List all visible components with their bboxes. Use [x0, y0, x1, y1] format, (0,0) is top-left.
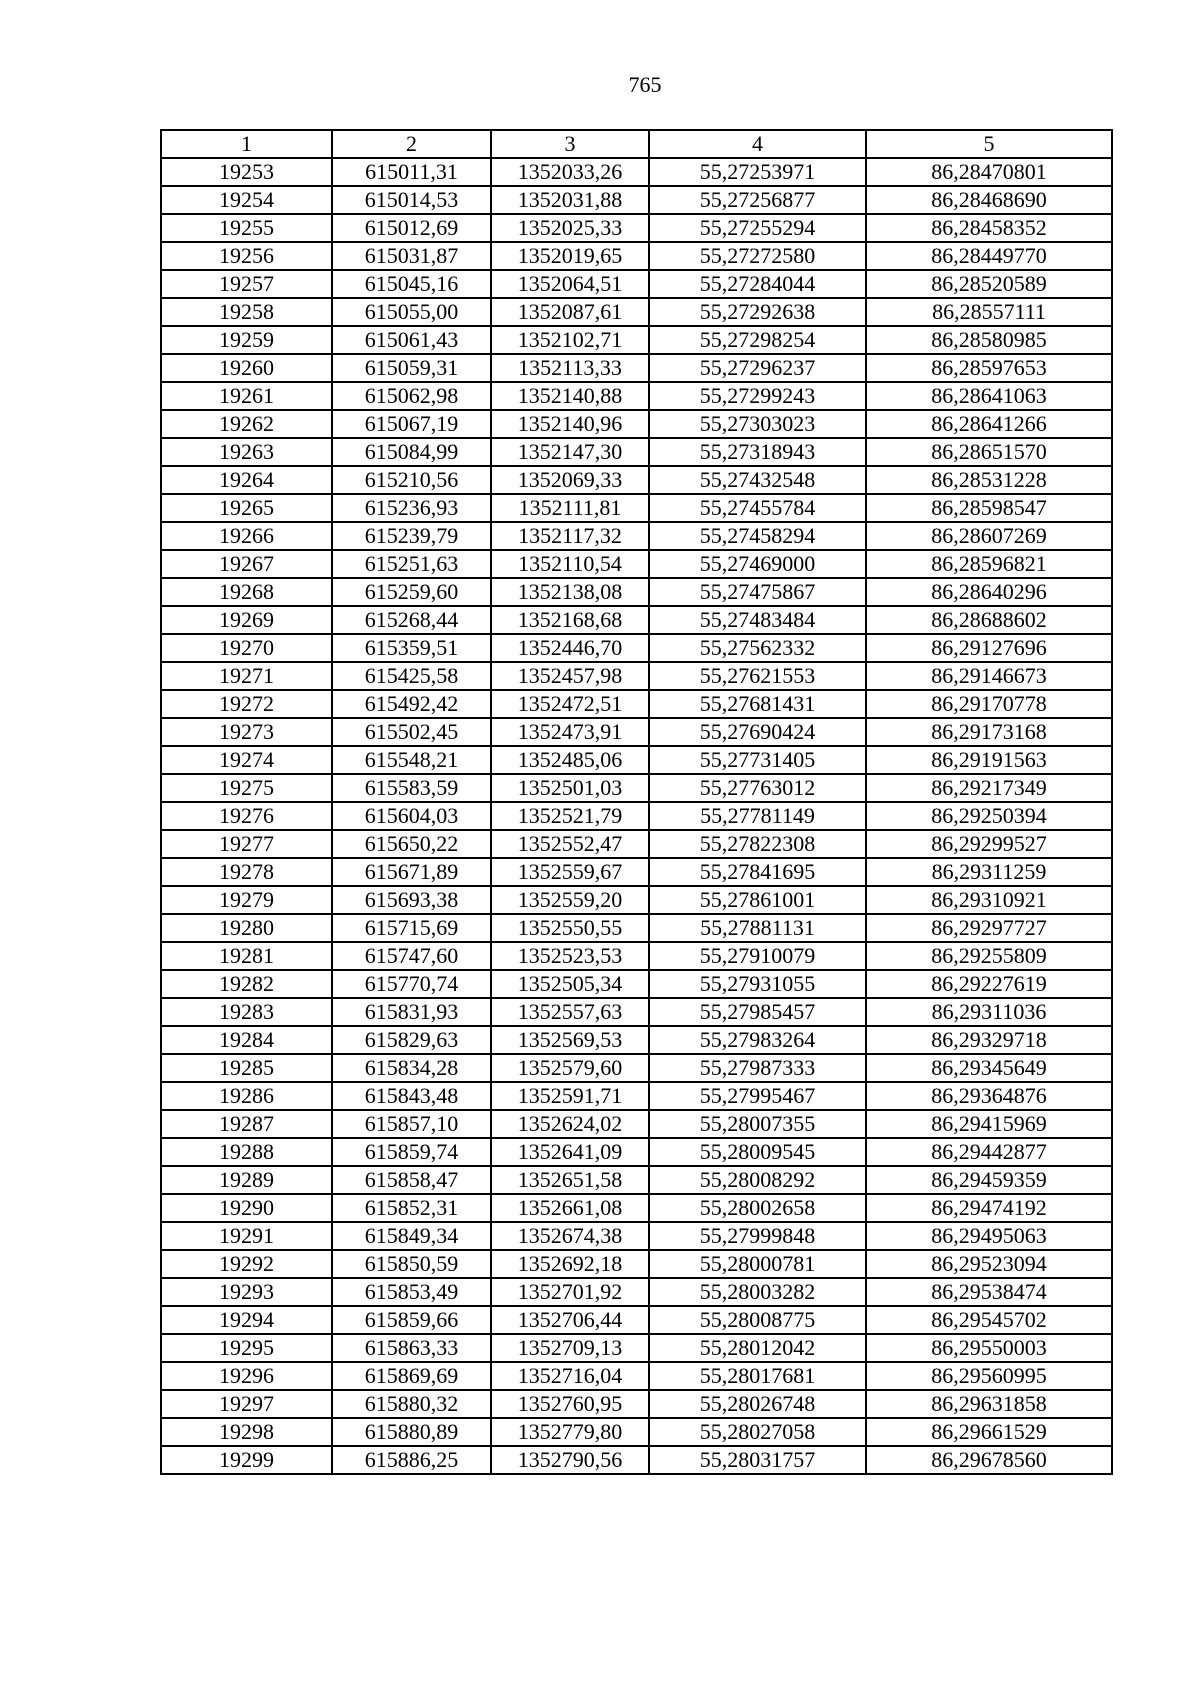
page-number: 765: [628, 72, 662, 97]
point-number-cell: 19254: [161, 186, 332, 214]
y-coordinate-cell: 1352064,51: [491, 270, 649, 298]
x-coordinate-cell: 615671,89: [332, 858, 491, 886]
x-coordinate-cell: 615886,25: [332, 1446, 491, 1474]
longitude-cell: 86,29474192: [866, 1194, 1112, 1222]
table-row: [161, 550, 1112, 578]
column-header: 2: [332, 130, 491, 158]
table-row: [161, 1306, 1112, 1334]
point-number-cell: 19287: [161, 1110, 332, 1138]
latitude-cell: 55,28012042: [649, 1334, 866, 1362]
latitude-cell: 55,27303023: [649, 410, 866, 438]
point-number-cell: 19269: [161, 606, 332, 634]
table-body: [161, 158, 1112, 1474]
table-row: [161, 662, 1112, 690]
longitude-cell: 86,29217349: [866, 774, 1112, 802]
latitude-cell: 55,27296237: [649, 354, 866, 382]
x-coordinate-cell: 615829,63: [332, 1026, 491, 1054]
y-coordinate-cell: 1352117,32: [491, 522, 649, 550]
table-row: [161, 1138, 1112, 1166]
x-coordinate-cell: 615210,56: [332, 466, 491, 494]
latitude-cell: 55,28008292: [649, 1166, 866, 1194]
y-coordinate-cell: 1352550,55: [491, 914, 649, 942]
longitude-cell: 86,28598547: [866, 494, 1112, 522]
longitude-cell: 86,28688602: [866, 606, 1112, 634]
table-row: [161, 270, 1112, 298]
table-row: [161, 942, 1112, 970]
x-coordinate-cell: 615849,34: [332, 1222, 491, 1250]
x-coordinate-cell: 615857,10: [332, 1110, 491, 1138]
point-number-cell: 19295: [161, 1334, 332, 1362]
longitude-cell: 86,29495063: [866, 1222, 1112, 1250]
y-coordinate-cell: 1352591,71: [491, 1082, 649, 1110]
longitude-cell: 86,28449770: [866, 242, 1112, 270]
point-number-cell: 19258: [161, 298, 332, 326]
longitude-cell: 86,29310921: [866, 886, 1112, 914]
y-coordinate-cell: 1352706,44: [491, 1306, 649, 1334]
table-row: [161, 858, 1112, 886]
point-number-cell: 19268: [161, 578, 332, 606]
table-row: [161, 746, 1112, 774]
table-row: [161, 1166, 1112, 1194]
table-row: [161, 1362, 1112, 1390]
x-coordinate-cell: 615014,53: [332, 186, 491, 214]
longitude-cell: 86,29311259: [866, 858, 1112, 886]
table-row: [161, 830, 1112, 858]
x-coordinate-cell: 615011,31: [332, 158, 491, 186]
longitude-cell: 86,29538474: [866, 1278, 1112, 1306]
header-row: [161, 130, 1112, 158]
y-coordinate-cell: 1352501,03: [491, 774, 649, 802]
y-coordinate-cell: 1352111,81: [491, 494, 649, 522]
column-header: 5: [866, 130, 1112, 158]
point-number-cell: 19272: [161, 690, 332, 718]
longitude-cell: 86,29550003: [866, 1334, 1112, 1362]
latitude-cell: 55,27841695: [649, 858, 866, 886]
point-number-cell: 19256: [161, 242, 332, 270]
table-row: [161, 1026, 1112, 1054]
x-coordinate-cell: 615055,00: [332, 298, 491, 326]
x-coordinate-cell: 615548,21: [332, 746, 491, 774]
y-coordinate-cell: 1352521,79: [491, 802, 649, 830]
coordinates-table: [160, 129, 1113, 1475]
y-coordinate-cell: 1352473,91: [491, 718, 649, 746]
latitude-cell: 55,27292638: [649, 298, 866, 326]
table-row: [161, 466, 1112, 494]
latitude-cell: 55,27458294: [649, 522, 866, 550]
x-coordinate-cell: 615880,32: [332, 1390, 491, 1418]
y-coordinate-cell: 1352087,61: [491, 298, 649, 326]
x-coordinate-cell: 615831,93: [332, 998, 491, 1026]
table-row: [161, 1390, 1112, 1418]
x-coordinate-cell: 615045,16: [332, 270, 491, 298]
longitude-cell: 86,29329718: [866, 1026, 1112, 1054]
latitude-cell: 55,27983264: [649, 1026, 866, 1054]
latitude-cell: 55,28007355: [649, 1110, 866, 1138]
longitude-cell: 86,29345649: [866, 1054, 1112, 1082]
point-number-cell: 19275: [161, 774, 332, 802]
point-number-cell: 19273: [161, 718, 332, 746]
longitude-cell: 86,29227619: [866, 970, 1112, 998]
longitude-cell: 86,29173168: [866, 718, 1112, 746]
point-number-cell: 19297: [161, 1390, 332, 1418]
longitude-cell: 86,28557111: [866, 298, 1112, 326]
x-coordinate-cell: 615863,33: [332, 1334, 491, 1362]
point-number-cell: 19267: [161, 550, 332, 578]
x-coordinate-cell: 615715,69: [332, 914, 491, 942]
longitude-cell: 86,28607269: [866, 522, 1112, 550]
table-row: [161, 1418, 1112, 1446]
y-coordinate-cell: 1352457,98: [491, 662, 649, 690]
y-coordinate-cell: 1352559,20: [491, 886, 649, 914]
longitude-cell: 86,29191563: [866, 746, 1112, 774]
longitude-cell: 86,29250394: [866, 802, 1112, 830]
column-header: 4: [649, 130, 866, 158]
table-row: [161, 1278, 1112, 1306]
longitude-cell: 86,29545702: [866, 1306, 1112, 1334]
point-number-cell: 19294: [161, 1306, 332, 1334]
latitude-cell: 55,27432548: [649, 466, 866, 494]
latitude-cell: 55,27255294: [649, 214, 866, 242]
table-row: [161, 410, 1112, 438]
latitude-cell: 55,28026748: [649, 1390, 866, 1418]
longitude-cell: 86,29170778: [866, 690, 1112, 718]
x-coordinate-cell: 615853,49: [332, 1278, 491, 1306]
latitude-cell: 55,28009545: [649, 1138, 866, 1166]
longitude-cell: 86,28520589: [866, 270, 1112, 298]
y-coordinate-cell: 1352701,92: [491, 1278, 649, 1306]
x-coordinate-cell: 615858,47: [332, 1166, 491, 1194]
y-coordinate-cell: 1352485,06: [491, 746, 649, 774]
latitude-cell: 55,27455784: [649, 494, 866, 522]
point-number-cell: 19299: [161, 1446, 332, 1474]
latitude-cell: 55,27910079: [649, 942, 866, 970]
table-row: [161, 438, 1112, 466]
table-header: [161, 130, 1112, 158]
y-coordinate-cell: 1352552,47: [491, 830, 649, 858]
x-coordinate-cell: 615650,22: [332, 830, 491, 858]
table-row: [161, 1250, 1112, 1278]
point-number-cell: 19270: [161, 634, 332, 662]
y-coordinate-cell: 1352025,33: [491, 214, 649, 242]
point-number-cell: 19266: [161, 522, 332, 550]
x-coordinate-cell: 615843,48: [332, 1082, 491, 1110]
longitude-cell: 86,29661529: [866, 1418, 1112, 1446]
x-coordinate-cell: 615834,28: [332, 1054, 491, 1082]
latitude-cell: 55,27995467: [649, 1082, 866, 1110]
point-number-cell: 19279: [161, 886, 332, 914]
y-coordinate-cell: 1352505,34: [491, 970, 649, 998]
x-coordinate-cell: 615583,59: [332, 774, 491, 802]
latitude-cell: 55,28008775: [649, 1306, 866, 1334]
point-number-cell: 19283: [161, 998, 332, 1026]
y-coordinate-cell: 1352523,53: [491, 942, 649, 970]
table-row: [161, 1054, 1112, 1082]
y-coordinate-cell: 1352716,04: [491, 1362, 649, 1390]
longitude-cell: 86,29678560: [866, 1446, 1112, 1474]
y-coordinate-cell: 1352790,56: [491, 1446, 649, 1474]
latitude-cell: 55,27985457: [649, 998, 866, 1026]
longitude-cell: 86,29255809: [866, 942, 1112, 970]
table-row: [161, 886, 1112, 914]
point-number-cell: 19285: [161, 1054, 332, 1082]
table-row: [161, 606, 1112, 634]
x-coordinate-cell: 615259,60: [332, 578, 491, 606]
table-row: [161, 494, 1112, 522]
latitude-cell: 55,27475867: [649, 578, 866, 606]
x-coordinate-cell: 615693,38: [332, 886, 491, 914]
table-row: [161, 354, 1112, 382]
point-number-cell: 19260: [161, 354, 332, 382]
y-coordinate-cell: 1352168,68: [491, 606, 649, 634]
latitude-cell: 55,28017681: [649, 1362, 866, 1390]
x-coordinate-cell: 615747,60: [332, 942, 491, 970]
x-coordinate-cell: 615880,89: [332, 1418, 491, 1446]
y-coordinate-cell: 1352709,13: [491, 1334, 649, 1362]
point-number-cell: 19255: [161, 214, 332, 242]
latitude-cell: 55,27881131: [649, 914, 866, 942]
table-row: [161, 578, 1112, 606]
point-number-cell: 19284: [161, 1026, 332, 1054]
longitude-cell: 86,29146673: [866, 662, 1112, 690]
x-coordinate-cell: 615012,69: [332, 214, 491, 242]
x-coordinate-cell: 615067,19: [332, 410, 491, 438]
point-number-cell: 19259: [161, 326, 332, 354]
table-row: [161, 158, 1112, 186]
longitude-cell: 86,28458352: [866, 214, 1112, 242]
y-coordinate-cell: 1352138,08: [491, 578, 649, 606]
y-coordinate-cell: 1352102,71: [491, 326, 649, 354]
latitude-cell: 55,27253971: [649, 158, 866, 186]
point-number-cell: 19282: [161, 970, 332, 998]
point-number-cell: 19278: [161, 858, 332, 886]
x-coordinate-cell: 615062,98: [332, 382, 491, 410]
point-number-cell: 19281: [161, 942, 332, 970]
longitude-cell: 86,28641063: [866, 382, 1112, 410]
y-coordinate-cell: 1352110,54: [491, 550, 649, 578]
longitude-cell: 86,28597653: [866, 354, 1112, 382]
x-coordinate-cell: 615869,69: [332, 1362, 491, 1390]
latitude-cell: 55,27931055: [649, 970, 866, 998]
column-header: 1: [161, 130, 332, 158]
y-coordinate-cell: 1352624,02: [491, 1110, 649, 1138]
x-coordinate-cell: 615061,43: [332, 326, 491, 354]
y-coordinate-cell: 1352033,26: [491, 158, 649, 186]
y-coordinate-cell: 1352472,51: [491, 690, 649, 718]
latitude-cell: 55,27681431: [649, 690, 866, 718]
table-row: [161, 718, 1112, 746]
point-number-cell: 19298: [161, 1418, 332, 1446]
latitude-cell: 55,27298254: [649, 326, 866, 354]
x-coordinate-cell: 615850,59: [332, 1250, 491, 1278]
latitude-cell: 55,27763012: [649, 774, 866, 802]
table-row: [161, 1222, 1112, 1250]
table-row: [161, 1110, 1112, 1138]
y-coordinate-cell: 1352559,67: [491, 858, 649, 886]
y-coordinate-cell: 1352140,96: [491, 410, 649, 438]
table-row: [161, 214, 1112, 242]
y-coordinate-cell: 1352557,63: [491, 998, 649, 1026]
point-number-cell: 19280: [161, 914, 332, 942]
latitude-cell: 55,27690424: [649, 718, 866, 746]
latitude-cell: 55,27621553: [649, 662, 866, 690]
latitude-cell: 55,27256877: [649, 186, 866, 214]
latitude-cell: 55,27562332: [649, 634, 866, 662]
longitude-cell: 86,28640296: [866, 578, 1112, 606]
y-coordinate-cell: 1352031,88: [491, 186, 649, 214]
point-number-cell: 19276: [161, 802, 332, 830]
point-number-cell: 19296: [161, 1362, 332, 1390]
x-coordinate-cell: 615239,79: [332, 522, 491, 550]
latitude-cell: 55,27284044: [649, 270, 866, 298]
point-number-cell: 19274: [161, 746, 332, 774]
x-coordinate-cell: 615359,51: [332, 634, 491, 662]
point-number-cell: 19288: [161, 1138, 332, 1166]
x-coordinate-cell: 615859,66: [332, 1306, 491, 1334]
y-coordinate-cell: 1352651,58: [491, 1166, 649, 1194]
table-row: [161, 774, 1112, 802]
point-number-cell: 19289: [161, 1166, 332, 1194]
x-coordinate-cell: 615770,74: [332, 970, 491, 998]
longitude-cell: 86,28596821: [866, 550, 1112, 578]
y-coordinate-cell: 1352569,53: [491, 1026, 649, 1054]
latitude-cell: 55,28027058: [649, 1418, 866, 1446]
longitude-cell: 86,29523094: [866, 1250, 1112, 1278]
latitude-cell: 55,28031757: [649, 1446, 866, 1474]
latitude-cell: 55,27999848: [649, 1222, 866, 1250]
latitude-cell: 55,27822308: [649, 830, 866, 858]
latitude-cell: 55,27731405: [649, 746, 866, 774]
x-coordinate-cell: 615492,42: [332, 690, 491, 718]
y-coordinate-cell: 1352692,18: [491, 1250, 649, 1278]
point-number-cell: 19292: [161, 1250, 332, 1278]
latitude-cell: 55,27469000: [649, 550, 866, 578]
longitude-cell: 86,28468690: [866, 186, 1112, 214]
table-row: [161, 914, 1112, 942]
x-coordinate-cell: 615084,99: [332, 438, 491, 466]
table-row: [161, 298, 1112, 326]
point-number-cell: 19265: [161, 494, 332, 522]
point-number-cell: 19261: [161, 382, 332, 410]
x-coordinate-cell: 615031,87: [332, 242, 491, 270]
latitude-cell: 55,27272580: [649, 242, 866, 270]
table-row: [161, 998, 1112, 1026]
latitude-cell: 55,27987333: [649, 1054, 866, 1082]
point-number-cell: 19291: [161, 1222, 332, 1250]
table-row: [161, 970, 1112, 998]
x-coordinate-cell: 615059,31: [332, 354, 491, 382]
table-row: [161, 690, 1112, 718]
point-number-cell: 19277: [161, 830, 332, 858]
longitude-cell: 86,29459359: [866, 1166, 1112, 1194]
x-coordinate-cell: 615425,58: [332, 662, 491, 690]
table-row: [161, 634, 1112, 662]
longitude-cell: 86,28651570: [866, 438, 1112, 466]
y-coordinate-cell: 1352674,38: [491, 1222, 649, 1250]
latitude-cell: 55,28002658: [649, 1194, 866, 1222]
point-number-cell: 19264: [161, 466, 332, 494]
table-row: [161, 382, 1112, 410]
latitude-cell: 55,27781149: [649, 802, 866, 830]
latitude-cell: 55,27861001: [649, 886, 866, 914]
latitude-cell: 55,28000781: [649, 1250, 866, 1278]
y-coordinate-cell: 1352661,08: [491, 1194, 649, 1222]
longitude-cell: 86,29442877: [866, 1138, 1112, 1166]
point-number-cell: 19253: [161, 158, 332, 186]
longitude-cell: 86,29364876: [866, 1082, 1112, 1110]
longitude-cell: 86,29415969: [866, 1110, 1112, 1138]
x-coordinate-cell: 615859,74: [332, 1138, 491, 1166]
table-row: [161, 1446, 1112, 1474]
table-row: [161, 522, 1112, 550]
table-row: [161, 242, 1112, 270]
point-number-cell: 19271: [161, 662, 332, 690]
column-header: 3: [491, 130, 649, 158]
longitude-cell: 86,28470801: [866, 158, 1112, 186]
x-coordinate-cell: 615236,93: [332, 494, 491, 522]
table-row: [161, 1082, 1112, 1110]
point-number-cell: 19293: [161, 1278, 332, 1306]
point-number-cell: 19257: [161, 270, 332, 298]
y-coordinate-cell: 1352446,70: [491, 634, 649, 662]
longitude-cell: 86,29297727: [866, 914, 1112, 942]
y-coordinate-cell: 1352579,60: [491, 1054, 649, 1082]
longitude-cell: 86,28580985: [866, 326, 1112, 354]
table-row: [161, 326, 1112, 354]
latitude-cell: 55,27318943: [649, 438, 866, 466]
y-coordinate-cell: 1352140,88: [491, 382, 649, 410]
longitude-cell: 86,29560995: [866, 1362, 1112, 1390]
point-number-cell: 19290: [161, 1194, 332, 1222]
longitude-cell: 86,29311036: [866, 998, 1112, 1026]
longitude-cell: 86,29127696: [866, 634, 1112, 662]
x-coordinate-cell: 615604,03: [332, 802, 491, 830]
y-coordinate-cell: 1352019,65: [491, 242, 649, 270]
y-coordinate-cell: 1352760,95: [491, 1390, 649, 1418]
table-row: [161, 802, 1112, 830]
longitude-cell: 86,28531228: [866, 466, 1112, 494]
x-coordinate-cell: 615251,63: [332, 550, 491, 578]
table-row: [161, 1194, 1112, 1222]
latitude-cell: 55,27299243: [649, 382, 866, 410]
y-coordinate-cell: 1352147,30: [491, 438, 649, 466]
y-coordinate-cell: 1352641,09: [491, 1138, 649, 1166]
point-number-cell: 19286: [161, 1082, 332, 1110]
y-coordinate-cell: 1352069,33: [491, 466, 649, 494]
y-coordinate-cell: 1352113,33: [491, 354, 649, 382]
y-coordinate-cell: 1352779,80: [491, 1418, 649, 1446]
x-coordinate-cell: 615502,45: [332, 718, 491, 746]
x-coordinate-cell: 615268,44: [332, 606, 491, 634]
table-row: [161, 186, 1112, 214]
x-coordinate-cell: 615852,31: [332, 1194, 491, 1222]
table-row: [161, 1334, 1112, 1362]
longitude-cell: 86,28641266: [866, 410, 1112, 438]
longitude-cell: 86,29631858: [866, 1390, 1112, 1418]
latitude-cell: 55,28003282: [649, 1278, 866, 1306]
longitude-cell: 86,29299527: [866, 830, 1112, 858]
point-number-cell: 19262: [161, 410, 332, 438]
point-number-cell: 19263: [161, 438, 332, 466]
latitude-cell: 55,27483484: [649, 606, 866, 634]
